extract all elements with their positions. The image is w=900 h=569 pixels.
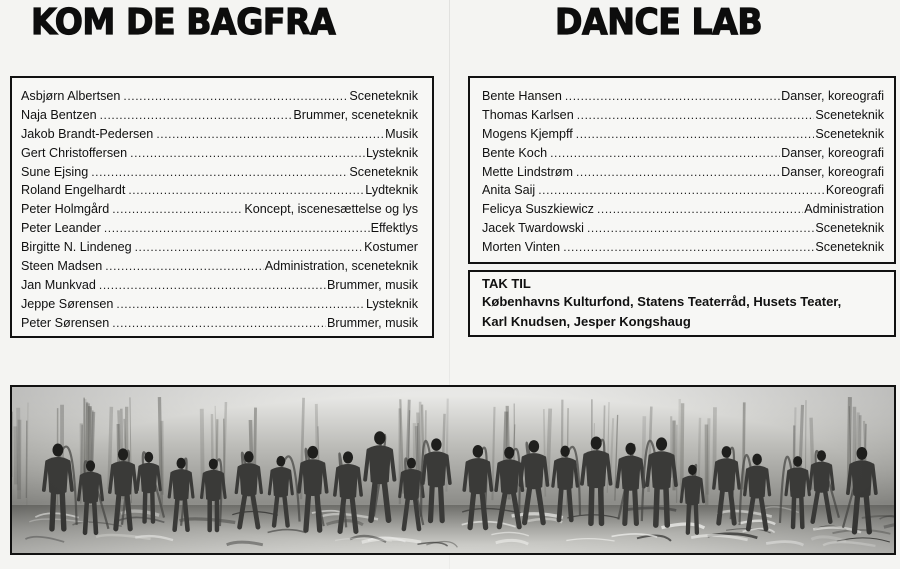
dot-leader <box>565 87 780 106</box>
dot-leader <box>112 314 326 333</box>
dot-leader <box>91 163 348 182</box>
dot-leader <box>577 106 815 125</box>
dot-leader <box>130 144 365 163</box>
credit-name: Peter Leander <box>21 221 101 236</box>
credit-row <box>482 125 884 144</box>
credit-row <box>21 276 418 295</box>
credit-name: Gert Christoffersen <box>21 145 128 160</box>
credit-role: Sceneteknik <box>349 164 418 179</box>
credit-role: Kostumer <box>364 240 418 255</box>
credit-name: Asbjørn Albertsen <box>21 89 121 103</box>
thanks-line-2: Karl Knudsen, Jesper Kongshaug <box>482 314 691 329</box>
credit-role: Danser, koreografi <box>781 145 884 160</box>
dot-leader <box>123 87 348 106</box>
credit-name: Jacek Twardowski <box>482 221 584 236</box>
credit-name: Bente Hansen <box>482 89 562 103</box>
credit-row <box>21 200 418 219</box>
credit-row <box>482 219 884 238</box>
credit-name: Roland Engelhardt <box>21 183 126 198</box>
credit-role: Effektlys <box>370 221 418 236</box>
credit-role: Koreografi <box>825 183 884 198</box>
credit-name: Sune Ejsing <box>21 164 89 179</box>
photo-vignette <box>12 387 894 553</box>
credit-role: Administration <box>804 202 884 217</box>
credit-row <box>482 87 884 106</box>
credit-name: Anita Saij <box>482 183 536 198</box>
credit-row <box>21 219 418 238</box>
credit-row <box>21 163 418 182</box>
credit-row <box>21 181 418 200</box>
credit-name: Morten Vinten <box>482 240 561 255</box>
credit-name: Jakob Brandt-Pedersen <box>21 126 154 141</box>
dot-leader <box>128 181 364 200</box>
credit-name: Peter Sørensen <box>21 315 110 330</box>
right-title: DANCE LAB <box>555 2 763 43</box>
credit-name: Naja Bentzen <box>21 107 97 122</box>
credit-role: Brummer, sceneteknik <box>293 107 418 122</box>
dot-leader <box>587 219 814 238</box>
credit-role: Sceneteknik <box>815 107 884 122</box>
credit-name: Thomas Karlsen <box>482 107 574 122</box>
left-credits-box <box>10 76 434 338</box>
credit-name: Bente Koch <box>482 145 548 160</box>
credit-name: Mogens Kjempff <box>482 126 573 141</box>
dot-leader <box>550 144 780 163</box>
credit-role: Danser, koreografi <box>781 164 884 179</box>
credit-role: Brummer, musik <box>327 277 418 292</box>
credit-role: Sceneteknik <box>815 240 884 255</box>
credit-role: Danser, koreografi <box>781 89 884 103</box>
credit-role: Lydteknik <box>365 183 418 198</box>
dot-leader <box>116 295 365 314</box>
credit-row <box>482 238 884 257</box>
credit-row <box>21 257 418 276</box>
credit-row <box>21 144 418 163</box>
dot-leader <box>100 106 293 125</box>
dot-leader <box>597 200 803 219</box>
credit-name: Peter Holmgård <box>21 202 110 217</box>
credit-row <box>21 238 418 257</box>
credit-name: Mette Lindstrøm <box>482 164 573 179</box>
dot-leader <box>563 238 814 257</box>
right-credits-list <box>482 87 884 257</box>
dot-leader <box>99 276 326 295</box>
credit-role: Koncept, iscenesættelse og lys <box>244 202 418 217</box>
credit-role: Brummer, musik <box>327 315 418 330</box>
credit-role: Musik <box>385 126 418 141</box>
credit-role: Sceneteknik <box>349 89 418 103</box>
left-title: KOM DE BAGFRA <box>31 2 336 43</box>
credit-name: Jan Munkvad <box>21 277 96 292</box>
right-credits-box <box>468 76 896 264</box>
credit-row <box>21 106 418 125</box>
credit-name: Jeppe Sørensen <box>21 296 114 311</box>
dot-leader <box>135 238 363 257</box>
credit-row <box>21 87 418 106</box>
credit-role: Lysteknik <box>365 296 418 311</box>
credit-row <box>21 314 418 333</box>
credit-name: Steen Madsen <box>21 259 103 274</box>
credit-role: Administration, sceneteknik <box>264 259 418 274</box>
credit-row <box>21 125 418 144</box>
credit-row <box>482 181 884 200</box>
dot-leader <box>112 200 243 219</box>
dancers-photo-illustration <box>12 387 894 553</box>
dot-leader <box>538 181 825 200</box>
dot-leader <box>576 163 780 182</box>
credit-role: Lysteknik <box>365 145 418 160</box>
dot-leader <box>156 125 384 144</box>
credit-row <box>482 144 884 163</box>
thanks-box <box>468 270 896 337</box>
dot-leader <box>104 219 370 238</box>
dot-leader <box>576 125 815 144</box>
credit-row <box>21 295 418 314</box>
thanks-heading: TAK TIL <box>482 276 531 291</box>
credit-row <box>482 200 884 219</box>
credit-name: Birgitte N. Lindeneg <box>21 240 132 255</box>
credit-role: Sceneteknik <box>815 126 884 141</box>
dot-leader <box>105 257 263 276</box>
credit-row <box>482 163 884 182</box>
dance-photo <box>10 385 896 555</box>
thanks-line-1: Københavns Kulturfond, Statens Teaterråd, Husets Teater, <box>482 294 842 309</box>
credit-role: Sceneteknik <box>815 221 884 236</box>
credit-row <box>482 106 884 125</box>
left-credits-list <box>21 87 418 333</box>
credit-name: Felicya Suszkiewicz <box>482 202 594 217</box>
